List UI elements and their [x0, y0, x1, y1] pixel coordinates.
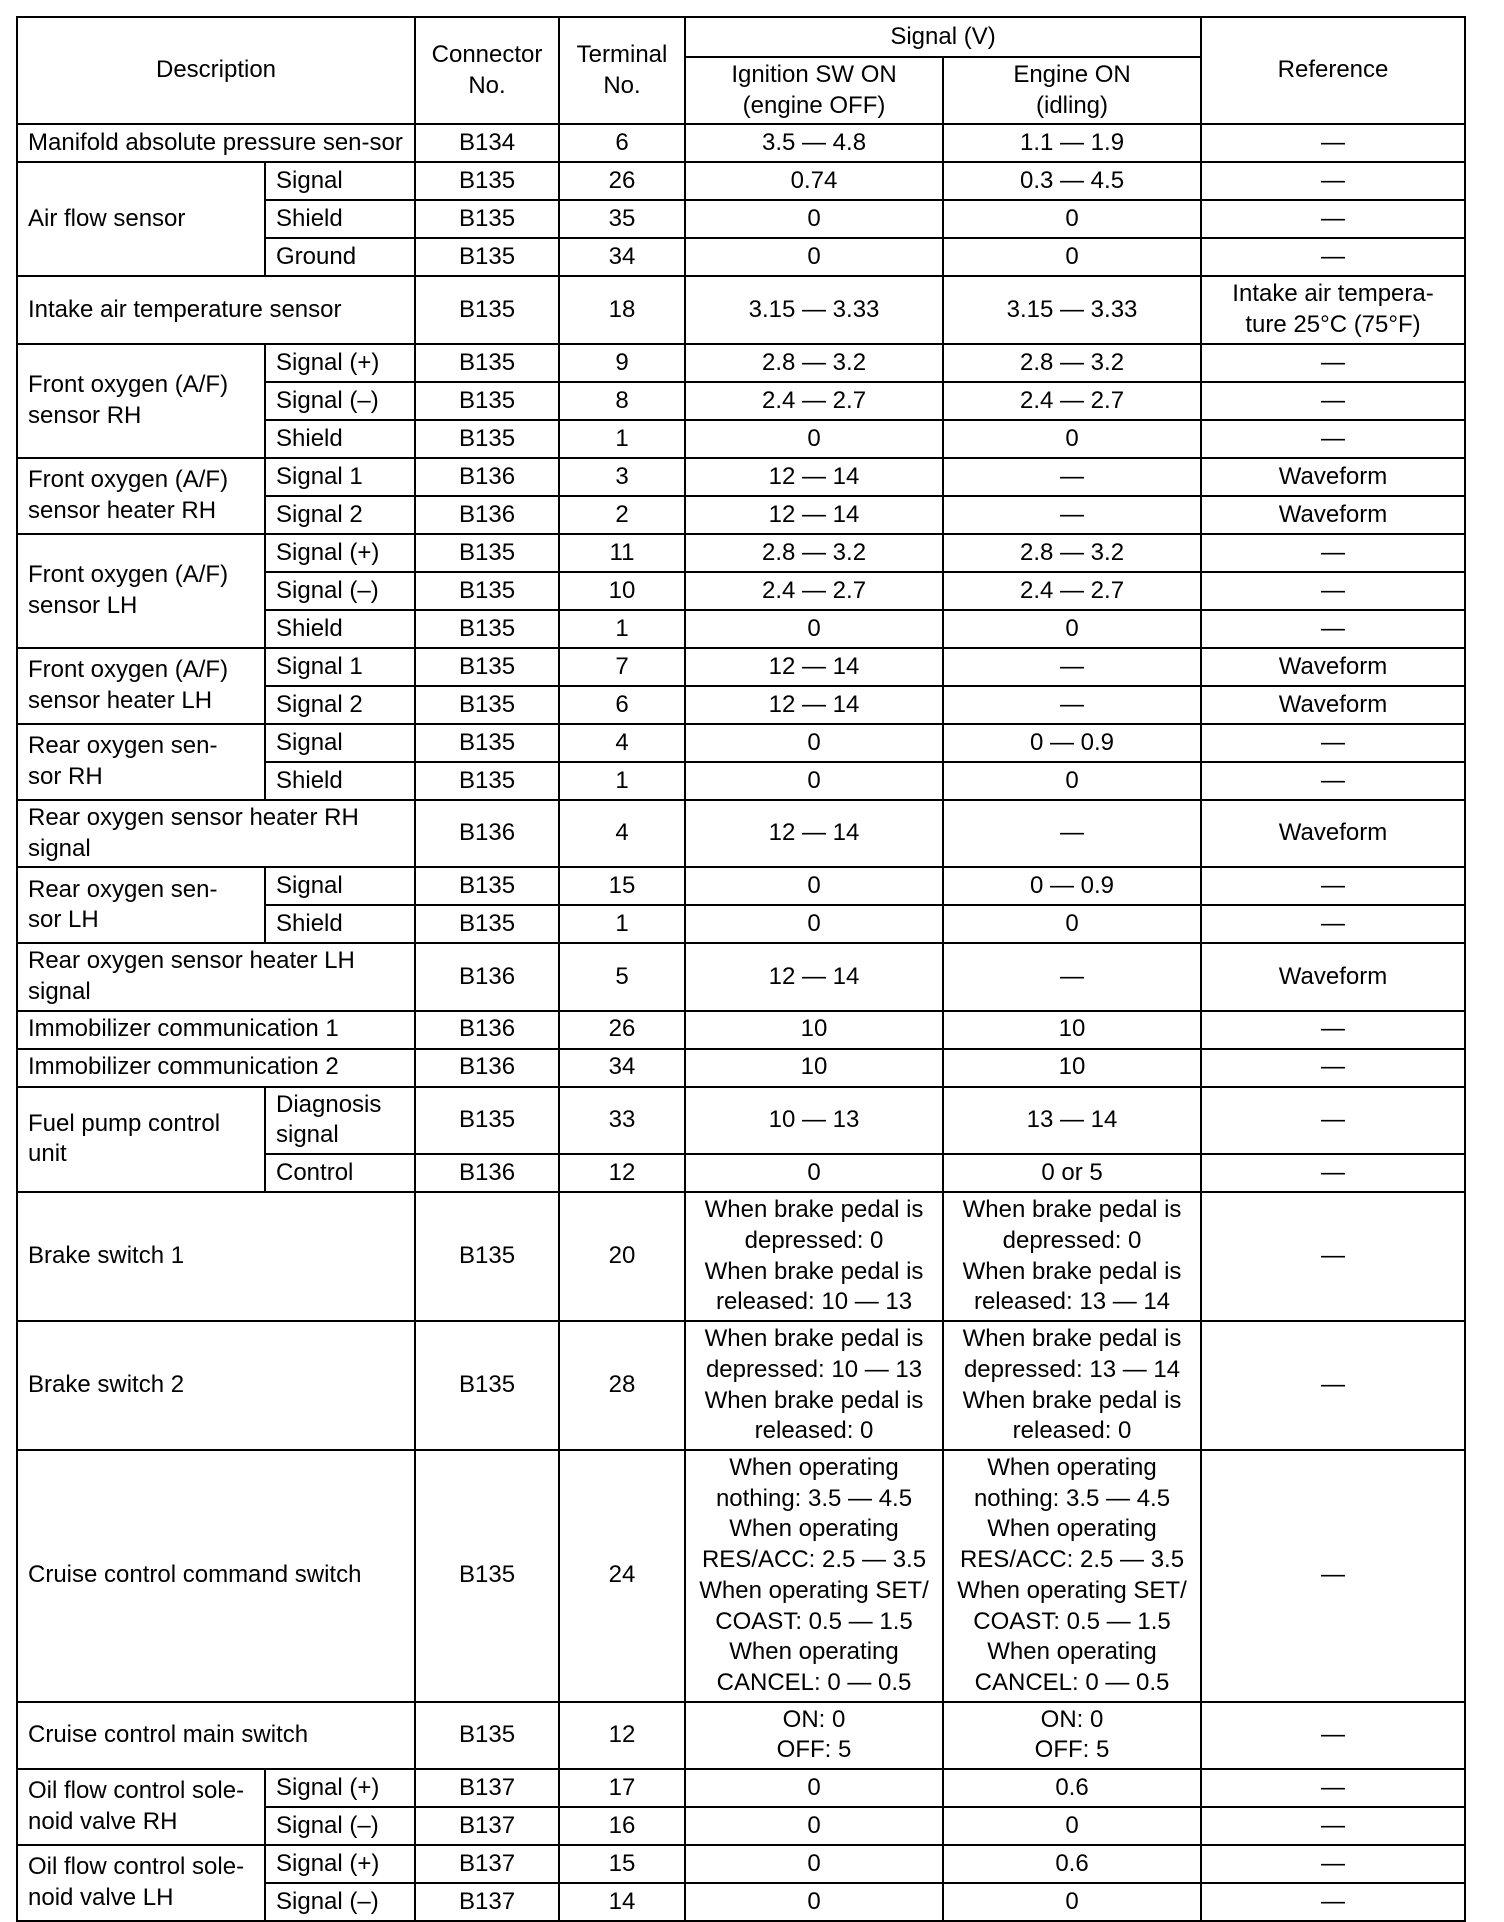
ignition-value-cell: 12 — 14 [685, 943, 943, 1010]
engine-value-cell: 0 [943, 905, 1201, 943]
connector-cell: B135 [415, 1321, 559, 1450]
engine-value-cell: — [943, 648, 1201, 686]
ignition-value-cell: 10 [685, 1049, 943, 1087]
engine-value-cell: 2.4 — 2.7 [943, 572, 1201, 610]
engine-value-cell: 0 [943, 610, 1201, 648]
engine-value-cell: 0 [943, 1807, 1201, 1845]
ignition-value-cell: 0 [685, 200, 943, 238]
table-row [17, 648, 1465, 686]
engine-value-cell: 0 [943, 1883, 1201, 1921]
sub-item-cell: Shield [265, 610, 415, 648]
terminal-cell: 9 [559, 344, 685, 382]
engine-value-cell: 0 — 0.9 [943, 724, 1201, 762]
connector-cell: B135 [415, 610, 559, 648]
terminal-cell: 12 [559, 1154, 685, 1192]
terminal-cell: 16 [559, 1807, 685, 1845]
ignition-value-cell: 0 [685, 1154, 943, 1192]
sub-item-cell: Shield [265, 200, 415, 238]
terminal-cell: 17 [559, 1769, 685, 1807]
header-terminal: Terminal No. [559, 17, 685, 124]
description-cell: Rear oxygen sensor heater LH signal [17, 943, 415, 1010]
connector-cell: B136 [415, 800, 559, 867]
description-cell: Rear oxygen sen- sor RH [17, 724, 265, 800]
description-cell: Immobilizer communication 1 [17, 1011, 415, 1049]
engine-value-cell: — [943, 458, 1201, 496]
connector-cell: B137 [415, 1769, 559, 1807]
terminal-cell: 15 [559, 1845, 685, 1883]
connector-cell: B135 [415, 344, 559, 382]
description-cell: Cruise control command switch [17, 1450, 415, 1702]
terminal-cell: 10 [559, 572, 685, 610]
reference-cell: — [1201, 200, 1465, 238]
sub-item-cell: Signal 2 [265, 686, 415, 724]
sub-item-cell: Signal (+) [265, 344, 415, 382]
reference-cell: — [1201, 1011, 1465, 1049]
sub-item-cell: Signal (–) [265, 1807, 415, 1845]
engine-value-cell: 2.8 — 3.2 [943, 534, 1201, 572]
ignition-value-cell: 3.15 — 3.33 [685, 276, 943, 343]
description-cell: Front oxygen (A/F) sensor RH [17, 344, 265, 458]
description-cell: Rear oxygen sensor heater RH signal [17, 800, 415, 867]
sub-item-cell: Shield [265, 905, 415, 943]
terminal-cell: 1 [559, 905, 685, 943]
ignition-value-cell: 0 [685, 762, 943, 800]
engine-value-cell: 2.4 — 2.7 [943, 382, 1201, 420]
terminal-cell: 6 [559, 686, 685, 724]
sub-item-cell: Signal (+) [265, 1845, 415, 1883]
ignition-value-cell: 0.74 [685, 162, 943, 200]
description-cell: Oil flow control sole- noid valve RH [17, 1769, 265, 1845]
table-row [17, 162, 1465, 200]
sub-item-cell: Signal (–) [265, 1883, 415, 1921]
ignition-value-cell: 10 [685, 1011, 943, 1049]
table-row [17, 458, 1465, 496]
table-row [17, 534, 1465, 572]
table-row [17, 1192, 1465, 1321]
terminal-cell: 15 [559, 867, 685, 905]
connector-cell: B134 [415, 124, 559, 162]
reference-cell: — [1201, 382, 1465, 420]
ignition-value-cell: 12 — 14 [685, 458, 943, 496]
reference-cell: — [1201, 1807, 1465, 1845]
engine-value-cell: 0 — 0.9 [943, 867, 1201, 905]
header-signal: Signal (V) [685, 17, 1201, 57]
engine-value-cell: ON: 0 OFF: 5 [943, 1702, 1201, 1769]
engine-value-cell: When brake pedal is depressed: 0 When brake pedal is released: 13 — 14 [943, 1192, 1201, 1321]
engine-value-cell: 2.8 — 3.2 [943, 344, 1201, 382]
table-row [17, 1087, 1465, 1154]
sub-item-cell: Signal (–) [265, 572, 415, 610]
engine-value-cell: 0.6 [943, 1845, 1201, 1883]
ignition-value-cell: 12 — 14 [685, 686, 943, 724]
description-cell: Manifold absolute pressure sen-sor [17, 124, 415, 162]
connector-cell: B135 [415, 276, 559, 343]
ignition-value-cell: 12 — 14 [685, 496, 943, 534]
reference-cell: Waveform [1201, 686, 1465, 724]
table-row [17, 1321, 1465, 1450]
connector-cell: B135 [415, 534, 559, 572]
table-row [17, 1769, 1465, 1807]
sub-item-cell: Signal (+) [265, 1769, 415, 1807]
engine-value-cell: 3.15 — 3.33 [943, 276, 1201, 343]
terminal-cell: 11 [559, 534, 685, 572]
terminal-cell: 14 [559, 1883, 685, 1921]
ignition-value-cell: 0 [685, 1807, 943, 1845]
description-cell: Cruise control main switch [17, 1702, 415, 1769]
reference-cell: Waveform [1201, 648, 1465, 686]
connector-cell: B135 [415, 200, 559, 238]
sub-item-cell: Signal (+) [265, 534, 415, 572]
connector-cell: B135 [415, 905, 559, 943]
engine-value-cell: When operating nothing: 3.5 — 4.5 When operating RES/ACC: 2.5 — 3.5 When operating SET/ COAST: 0.5 — 1.5 When operating CANCEL: 0 — 0.5 [943, 1450, 1201, 1702]
ignition-value-cell: 12 — 14 [685, 800, 943, 867]
reference-cell: — [1201, 724, 1465, 762]
reference-cell: — [1201, 610, 1465, 648]
header-reference: Reference [1201, 17, 1465, 124]
ignition-value-cell: When brake pedal is depressed: 0 When brake pedal is released: 10 — 13 [685, 1192, 943, 1321]
sub-item-cell: Signal 2 [265, 496, 415, 534]
header-engine-on: Engine ON (idling) [943, 57, 1201, 124]
table-row [17, 1702, 1465, 1769]
reference-cell: — [1201, 344, 1465, 382]
reference-cell: — [1201, 1321, 1465, 1450]
sub-item-cell: Signal [265, 162, 415, 200]
connector-cell: B135 [415, 762, 559, 800]
ignition-value-cell: 2.4 — 2.7 [685, 572, 943, 610]
ignition-value-cell: 12 — 14 [685, 648, 943, 686]
sub-item-cell: Shield [265, 420, 415, 458]
ecm-signal-table [16, 16, 1466, 1922]
engine-value-cell: 1.1 — 1.9 [943, 124, 1201, 162]
reference-cell: — [1201, 534, 1465, 572]
engine-value-cell: 0 [943, 420, 1201, 458]
engine-value-cell: — [943, 800, 1201, 867]
engine-value-cell: 13 — 14 [943, 1087, 1201, 1154]
terminal-cell: 34 [559, 238, 685, 276]
reference-cell: Waveform [1201, 458, 1465, 496]
table-row [17, 124, 1465, 162]
reference-cell: — [1201, 1845, 1465, 1883]
connector-cell: B136 [415, 1011, 559, 1049]
description-cell: Front oxygen (A/F) sensor LH [17, 534, 265, 648]
sub-item-cell: Signal (–) [265, 382, 415, 420]
ignition-value-cell: ON: 0 OFF: 5 [685, 1702, 943, 1769]
ignition-value-cell: 0 [685, 905, 943, 943]
connector-cell: B137 [415, 1883, 559, 1921]
engine-value-cell: 0 [943, 238, 1201, 276]
engine-value-cell: — [943, 943, 1201, 1010]
sub-item-cell: Signal 1 [265, 648, 415, 686]
sub-item-cell: Ground [265, 238, 415, 276]
description-cell: Fuel pump control unit [17, 1087, 265, 1192]
engine-value-cell: — [943, 686, 1201, 724]
table-row [17, 344, 1465, 382]
engine-value-cell: 0 or 5 [943, 1154, 1201, 1192]
ignition-value-cell: 0 [685, 1769, 943, 1807]
ignition-value-cell: 0 [685, 867, 943, 905]
description-cell: Immobilizer communication 2 [17, 1049, 415, 1087]
reference-cell: — [1201, 1154, 1465, 1192]
reference-cell: — [1201, 1192, 1465, 1321]
connector-cell: B137 [415, 1845, 559, 1883]
reference-cell: Waveform [1201, 800, 1465, 867]
table-row [17, 276, 1465, 343]
terminal-cell: 1 [559, 610, 685, 648]
description-cell: Air flow sensor [17, 162, 265, 276]
reference-cell: — [1201, 1450, 1465, 1702]
table-row [17, 1049, 1465, 1087]
reference-cell: — [1201, 1087, 1465, 1154]
terminal-cell: 24 [559, 1450, 685, 1702]
sub-item-cell: Shield [265, 762, 415, 800]
connector-cell: B135 [415, 1702, 559, 1769]
connector-cell: B135 [415, 724, 559, 762]
header-connector: Connector No. [415, 17, 559, 124]
table-row [17, 943, 1465, 1010]
ignition-value-cell: When operating nothing: 3.5 — 4.5 When operating RES/ACC: 2.5 — 3.5 When operating SET/ COAST: 0.5 — 1.5 When operating CANCEL: 0 — 0.5 [685, 1450, 943, 1702]
connector-cell: B135 [415, 648, 559, 686]
terminal-cell: 2 [559, 496, 685, 534]
terminal-cell: 4 [559, 724, 685, 762]
connector-cell: B135 [415, 238, 559, 276]
description-cell: Rear oxygen sen- sor LH [17, 867, 265, 943]
table-row [17, 1011, 1465, 1049]
reference-cell: Intake air tempera- ture 25°C (75°F) [1201, 276, 1465, 343]
reference-cell: — [1201, 1702, 1465, 1769]
ignition-value-cell: 2.8 — 3.2 [685, 534, 943, 572]
engine-value-cell: 10 [943, 1011, 1201, 1049]
engine-value-cell: 0 [943, 200, 1201, 238]
engine-value-cell: When brake pedal is depressed: 13 — 14 When brake pedal is released: 0 [943, 1321, 1201, 1450]
table-row [17, 724, 1465, 762]
header-description: Description [17, 17, 415, 124]
terminal-cell: 35 [559, 200, 685, 238]
ignition-value-cell: 0 [685, 1883, 943, 1921]
ignition-value-cell: When brake pedal is depressed: 10 — 13 When brake pedal is released: 0 [685, 1321, 943, 1450]
sub-item-cell: Diagnosis signal [265, 1087, 415, 1154]
connector-cell: B135 [415, 572, 559, 610]
reference-cell: — [1201, 905, 1465, 943]
ignition-value-cell: 10 — 13 [685, 1087, 943, 1154]
engine-value-cell: 0 [943, 762, 1201, 800]
terminal-cell: 20 [559, 1192, 685, 1321]
header-row-1 [17, 17, 1465, 57]
ignition-value-cell: 0 [685, 420, 943, 458]
connector-cell: B136 [415, 943, 559, 1010]
reference-cell: Waveform [1201, 943, 1465, 1010]
engine-value-cell: 0.6 [943, 1769, 1201, 1807]
reference-cell: — [1201, 238, 1465, 276]
engine-value-cell: 10 [943, 1049, 1201, 1087]
description-cell: Front oxygen (A/F) sensor heater LH [17, 648, 265, 724]
engine-value-cell: 0.3 — 4.5 [943, 162, 1201, 200]
description-cell: Intake air temperature sensor [17, 276, 415, 343]
table-row [17, 1845, 1465, 1883]
reference-cell: Waveform [1201, 496, 1465, 534]
terminal-cell: 34 [559, 1049, 685, 1087]
reference-cell: — [1201, 572, 1465, 610]
ignition-value-cell: 0 [685, 238, 943, 276]
sub-item-cell: Control [265, 1154, 415, 1192]
terminal-cell: 4 [559, 800, 685, 867]
connector-cell: B135 [415, 420, 559, 458]
terminal-cell: 1 [559, 762, 685, 800]
terminal-cell: 28 [559, 1321, 685, 1450]
terminal-cell: 6 [559, 124, 685, 162]
terminal-cell: 33 [559, 1087, 685, 1154]
connector-cell: B135 [415, 1087, 559, 1154]
reference-cell: — [1201, 124, 1465, 162]
reference-cell: — [1201, 867, 1465, 905]
description-cell: Oil flow control sole- noid valve LH [17, 1845, 265, 1921]
connector-cell: B136 [415, 496, 559, 534]
ignition-value-cell: 0 [685, 1845, 943, 1883]
connector-cell: B135 [415, 1450, 559, 1702]
connector-cell: B135 [415, 162, 559, 200]
connector-cell: B135 [415, 867, 559, 905]
description-cell: Front oxygen (A/F) sensor heater RH [17, 458, 265, 534]
ignition-value-cell: 3.5 — 4.8 [685, 124, 943, 162]
description-cell: Brake switch 1 [17, 1192, 415, 1321]
reference-cell: — [1201, 162, 1465, 200]
table-row [17, 867, 1465, 905]
reference-cell: — [1201, 1769, 1465, 1807]
terminal-cell: 26 [559, 162, 685, 200]
connector-cell: B137 [415, 1807, 559, 1845]
terminal-cell: 7 [559, 648, 685, 686]
connector-cell: B136 [415, 1049, 559, 1087]
description-cell: Brake switch 2 [17, 1321, 415, 1450]
reference-cell: — [1201, 1049, 1465, 1087]
sub-item-cell: Signal 1 [265, 458, 415, 496]
terminal-cell: 26 [559, 1011, 685, 1049]
sub-item-cell: Signal [265, 867, 415, 905]
table-row [17, 800, 1465, 867]
ignition-value-cell: 0 [685, 724, 943, 762]
connector-cell: B135 [415, 686, 559, 724]
reference-cell: — [1201, 420, 1465, 458]
terminal-cell: 12 [559, 1702, 685, 1769]
connector-cell: B136 [415, 1154, 559, 1192]
ignition-value-cell: 2.4 — 2.7 [685, 382, 943, 420]
header-ignition-on: Ignition SW ON (engine OFF) [685, 57, 943, 124]
terminal-cell: 3 [559, 458, 685, 496]
engine-value-cell: — [943, 496, 1201, 534]
table-row [17, 1450, 1465, 1702]
reference-cell: — [1201, 762, 1465, 800]
connector-cell: B136 [415, 458, 559, 496]
terminal-cell: 1 [559, 420, 685, 458]
connector-cell: B135 [415, 382, 559, 420]
ignition-value-cell: 0 [685, 610, 943, 648]
terminal-cell: 18 [559, 276, 685, 343]
reference-cell: — [1201, 1883, 1465, 1921]
sub-item-cell: Signal [265, 724, 415, 762]
terminal-cell: 8 [559, 382, 685, 420]
terminal-cell: 5 [559, 943, 685, 1010]
ignition-value-cell: 2.8 — 3.2 [685, 344, 943, 382]
connector-cell: B135 [415, 1192, 559, 1321]
